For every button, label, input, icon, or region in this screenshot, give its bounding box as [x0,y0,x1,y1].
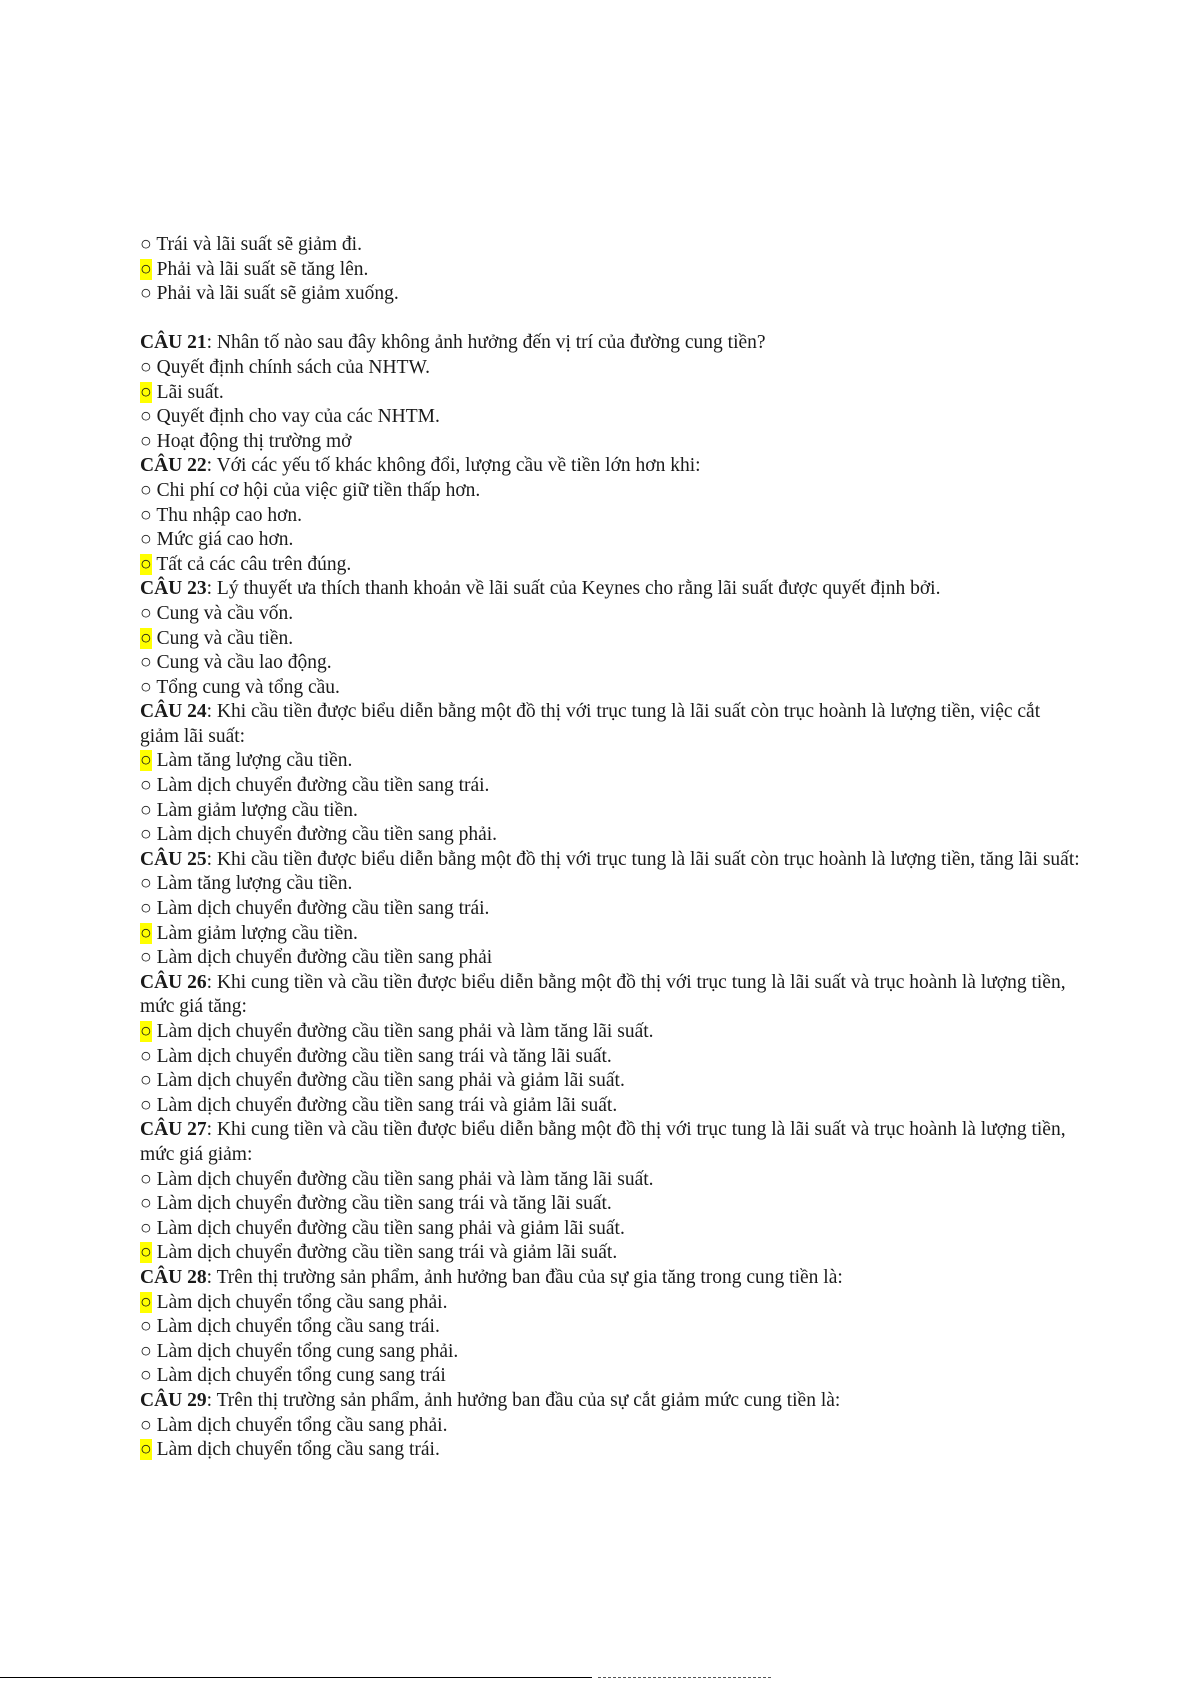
answer-marker-icon: ○ [140,479,152,501]
answer-option[interactable] [140,553,1080,578]
answer-option[interactable] [140,922,1080,947]
answer-text: Cung và cầu tiền. [156,627,294,649]
answer-marker-icon: ○ [140,1070,152,1092]
answer-option[interactable] [140,356,1080,381]
answer-option[interactable] [140,897,1080,922]
correct-answer-marker-icon: ○ [140,627,152,649]
answer-marker-icon: ○ [140,1217,152,1239]
question-block [140,971,1080,1119]
correct-answer-marker-icon: ○ [140,922,152,944]
answer-text: Làm tăng lượng cầu tiền. [156,750,353,772]
answer-text: Phải và lãi suất sẽ tăng lên. [156,258,369,280]
answer-option[interactable] [140,479,1080,504]
question-body: : Khi cầu tiền được biểu diễn bằng một đồ thị với trục tung là lãi suất còn trục hoành là lượng tiền, việc cắt giảm lãi suất: [140,701,1041,747]
question-number: CÂU 28 [140,1266,207,1288]
answer-option[interactable] [140,233,1080,258]
answer-option[interactable] [140,1315,1080,1340]
answer-marker-icon: ○ [140,799,152,821]
answer-option[interactable] [140,1364,1080,1389]
answer-marker-icon: ○ [140,1316,152,1338]
answer-marker-icon: ○ [140,234,152,255]
answer-text: Lãi suất. [156,381,224,403]
answer-option[interactable] [140,528,1080,553]
answer-text: Làm dịch chuyển đường cầu tiền sang phải và làm tăng lãi suất. [156,1168,654,1190]
question-body: : Với các yếu tố khác không đổi, lượng cầu về tiền lớn hơn khi: [206,455,701,477]
answer-text: Làm dịch chuyển đường cầu tiền sang trái. [156,898,490,920]
question-number: CÂU 27 [140,1119,207,1141]
question-block [140,1118,1080,1266]
answer-text: Tổng cung và tổng cầu. [156,676,340,698]
answer-marker-icon: ○ [140,283,152,305]
answer-option[interactable] [140,602,1080,627]
correct-answer-marker-icon: ○ [140,553,152,575]
answer-option[interactable] [140,1192,1080,1217]
answer-marker-icon: ○ [140,873,152,895]
question-text [140,1266,1080,1291]
question-text [140,700,1080,749]
answer-option[interactable] [140,1340,1080,1365]
document-page [140,233,1080,1463]
question-block [140,700,1080,848]
answer-option[interactable] [140,823,1080,848]
answer-marker-icon: ○ [140,1168,152,1190]
answer-text: Làm dịch chuyển đường cầu tiền sang trái và giảm lãi suất. [156,1094,618,1116]
question-block [140,454,1080,577]
correct-answer-marker-icon: ○ [140,1439,152,1461]
answer-text: Quyết định chính sách của NHTW. [156,356,430,378]
answer-marker-icon: ○ [140,1365,152,1387]
answer-option[interactable] [140,676,1080,701]
answer-option[interactable] [140,430,1080,455]
answer-text: Phải và lãi suất sẽ giảm xuống. [156,283,399,305]
question-block [140,1266,1080,1389]
answer-option[interactable] [140,946,1080,971]
answer-text: Hoạt động thị trường mở [156,430,352,452]
answer-marker-icon: ○ [140,406,152,428]
question-number: CÂU 25 [140,848,207,870]
answer-option[interactable] [140,1414,1080,1439]
answer-text: Làm dịch chuyển đường cầu tiền sang trái và giảm lãi suất. [156,1242,618,1264]
answer-text: Làm dịch chuyển tổng cầu sang phải. [156,1414,448,1436]
answer-option[interactable] [140,1045,1080,1070]
footer-rule-short [598,1677,771,1678]
answer-text: Chi phí cơ hội của việc giữ tiền thấp hơn. [156,479,481,501]
answer-option[interactable] [140,1217,1080,1242]
question-text [140,577,1080,602]
question-text [140,331,1080,356]
answer-text: Làm dịch chuyển đường cầu tiền sang trái và tăng lãi suất. [156,1193,612,1215]
answer-option[interactable] [140,627,1080,652]
answer-text: Làm tăng lượng cầu tiền. [156,873,353,895]
answer-option[interactable] [140,1438,1080,1463]
answer-marker-icon: ○ [140,356,152,378]
answer-text: Làm dịch chuyển đường cầu tiền sang phải và giảm lãi suất. [156,1217,625,1239]
answer-option[interactable] [140,749,1080,774]
correct-answer-marker-icon: ○ [140,1242,152,1264]
lead-options [140,233,1080,307]
answer-text: Trái và lãi suất sẽ giảm đi. [156,234,362,255]
question-number: CÂU 24 [140,701,207,723]
answer-text: Làm dịch chuyển đường cầu tiền sang trái. [156,775,490,797]
answer-option[interactable] [140,405,1080,430]
answer-option[interactable] [140,1168,1080,1193]
answer-text: Làm giảm lượng cầu tiền. [156,799,358,821]
question-body: : Khi cung tiền và cầu tiền được biểu diễn bằng một đồ thị với trục tung là lãi suất và trục hoành là lượng tiền, mức giá tăng: [140,971,1066,1018]
question-body: : Lý thuyết ưa thích thanh khoản về lãi suất của Keynes cho rằng lãi suất được quyết định bởi. [206,578,941,600]
footer-rule [0,1677,592,1678]
answer-marker-icon: ○ [140,1045,152,1067]
correct-answer-marker-icon: ○ [140,1291,152,1313]
answer-text: Mức giá cao hơn. [156,529,294,551]
answer-text: Làm dịch chuyển tổng cung sang trái [156,1365,446,1387]
answer-text: Làm dịch chuyển đường cầu tiền sang trái và tăng lãi suất. [156,1045,612,1067]
answer-marker-icon: ○ [140,775,152,797]
question-number: CÂU 26 [140,971,207,993]
answer-text: Làm giảm lượng cầu tiền. [156,922,358,944]
answer-marker-icon: ○ [140,1414,152,1436]
answer-text: Tất cả các câu trên đúng. [156,553,352,575]
answer-text: Làm dịch chuyển tổng cung sang phải. [156,1340,459,1362]
question-text [140,848,1080,873]
answer-text: Thu nhập cao hơn. [156,504,303,526]
answer-text: Cung và cầu vốn. [156,602,294,624]
question-number: CÂU 23 [140,578,207,600]
question-text [140,454,1080,479]
question-body: : Trên thị trường sản phẩm, ảnh hưởng ban đầu của sự cắt giảm mức cung tiền là: [206,1389,841,1411]
question-list [140,331,1080,1462]
answer-marker-icon: ○ [140,947,152,969]
answer-text: Cung và cầu lao động. [156,652,332,674]
correct-answer-marker-icon: ○ [140,381,152,403]
spacer [140,307,1080,332]
answer-text: Quyết định cho vay của các NHTM. [156,406,440,428]
answer-marker-icon: ○ [140,676,152,698]
question-number: CÂU 29 [140,1389,207,1411]
answer-marker-icon: ○ [140,504,152,526]
question-number: CÂU 21 [140,332,207,354]
question-body: : Nhân tố nào sau đây không ảnh hưởng đến vị trí của đường cung tiền? [206,332,766,354]
question-text [140,1389,1080,1414]
answer-marker-icon: ○ [140,652,152,674]
question-body: : Khi cung tiền và cầu tiền được biểu diễn bằng một đồ thị với trục tung là lãi suất và trục hoành là lượng tiền, mức giá giảm: [140,1119,1066,1165]
answer-option[interactable] [140,1241,1080,1266]
answer-option[interactable] [140,1094,1080,1119]
answer-marker-icon: ○ [140,602,152,624]
answer-option[interactable] [140,651,1080,676]
correct-answer-marker-icon: ○ [140,258,152,280]
answer-option[interactable] [140,282,1080,307]
answer-text: Làm dịch chuyển đường cầu tiền sang phải [156,947,493,969]
answer-option[interactable] [140,1291,1080,1316]
answer-marker-icon: ○ [140,898,152,920]
answer-text: Làm dịch chuyển tổng cầu sang trái. [156,1316,440,1338]
question-body: : Khi cầu tiền được biểu diễn bằng một đồ thị với trục tung là lãi suất còn trục hoành là lượng tiền, tăng lãi suất: [206,848,1080,870]
answer-option[interactable] [140,258,1080,283]
answer-marker-icon: ○ [140,1094,152,1116]
answer-option[interactable] [140,872,1080,897]
answer-option[interactable] [140,774,1080,799]
question-block [140,577,1080,700]
answer-text: Làm dịch chuyển đường cầu tiền sang phải. [156,824,498,846]
answer-text: Làm dịch chuyển tổng cầu sang trái. [156,1439,440,1461]
question-block [140,1389,1080,1463]
question-block [140,331,1080,454]
answer-marker-icon: ○ [140,1340,152,1362]
answer-marker-icon: ○ [140,529,152,551]
answer-text: Làm dịch chuyển tổng cầu sang phải. [156,1291,448,1313]
answer-marker-icon: ○ [140,430,152,452]
answer-option[interactable] [140,1020,1080,1045]
correct-answer-marker-icon: ○ [140,1021,152,1042]
answer-option[interactable] [140,1069,1080,1094]
question-number: CÂU 22 [140,455,207,477]
answer-marker-icon: ○ [140,1193,152,1215]
answer-option[interactable] [140,381,1080,406]
question-body: : Trên thị trường sản phẩm, ảnh hưởng ban đầu của sự gia tăng trong cung tiền là: [206,1266,843,1288]
question-text [140,971,1080,1020]
answer-option[interactable] [140,799,1080,824]
question-text [140,1118,1080,1167]
answer-text: Làm dịch chuyển đường cầu tiền sang phải và làm tăng lãi suất. [156,1021,654,1042]
answer-text: Làm dịch chuyển đường cầu tiền sang phải và giảm lãi suất. [156,1070,625,1092]
answer-option[interactable] [140,504,1080,529]
correct-answer-marker-icon: ○ [140,750,152,772]
question-block [140,848,1080,971]
answer-marker-icon: ○ [140,824,152,846]
